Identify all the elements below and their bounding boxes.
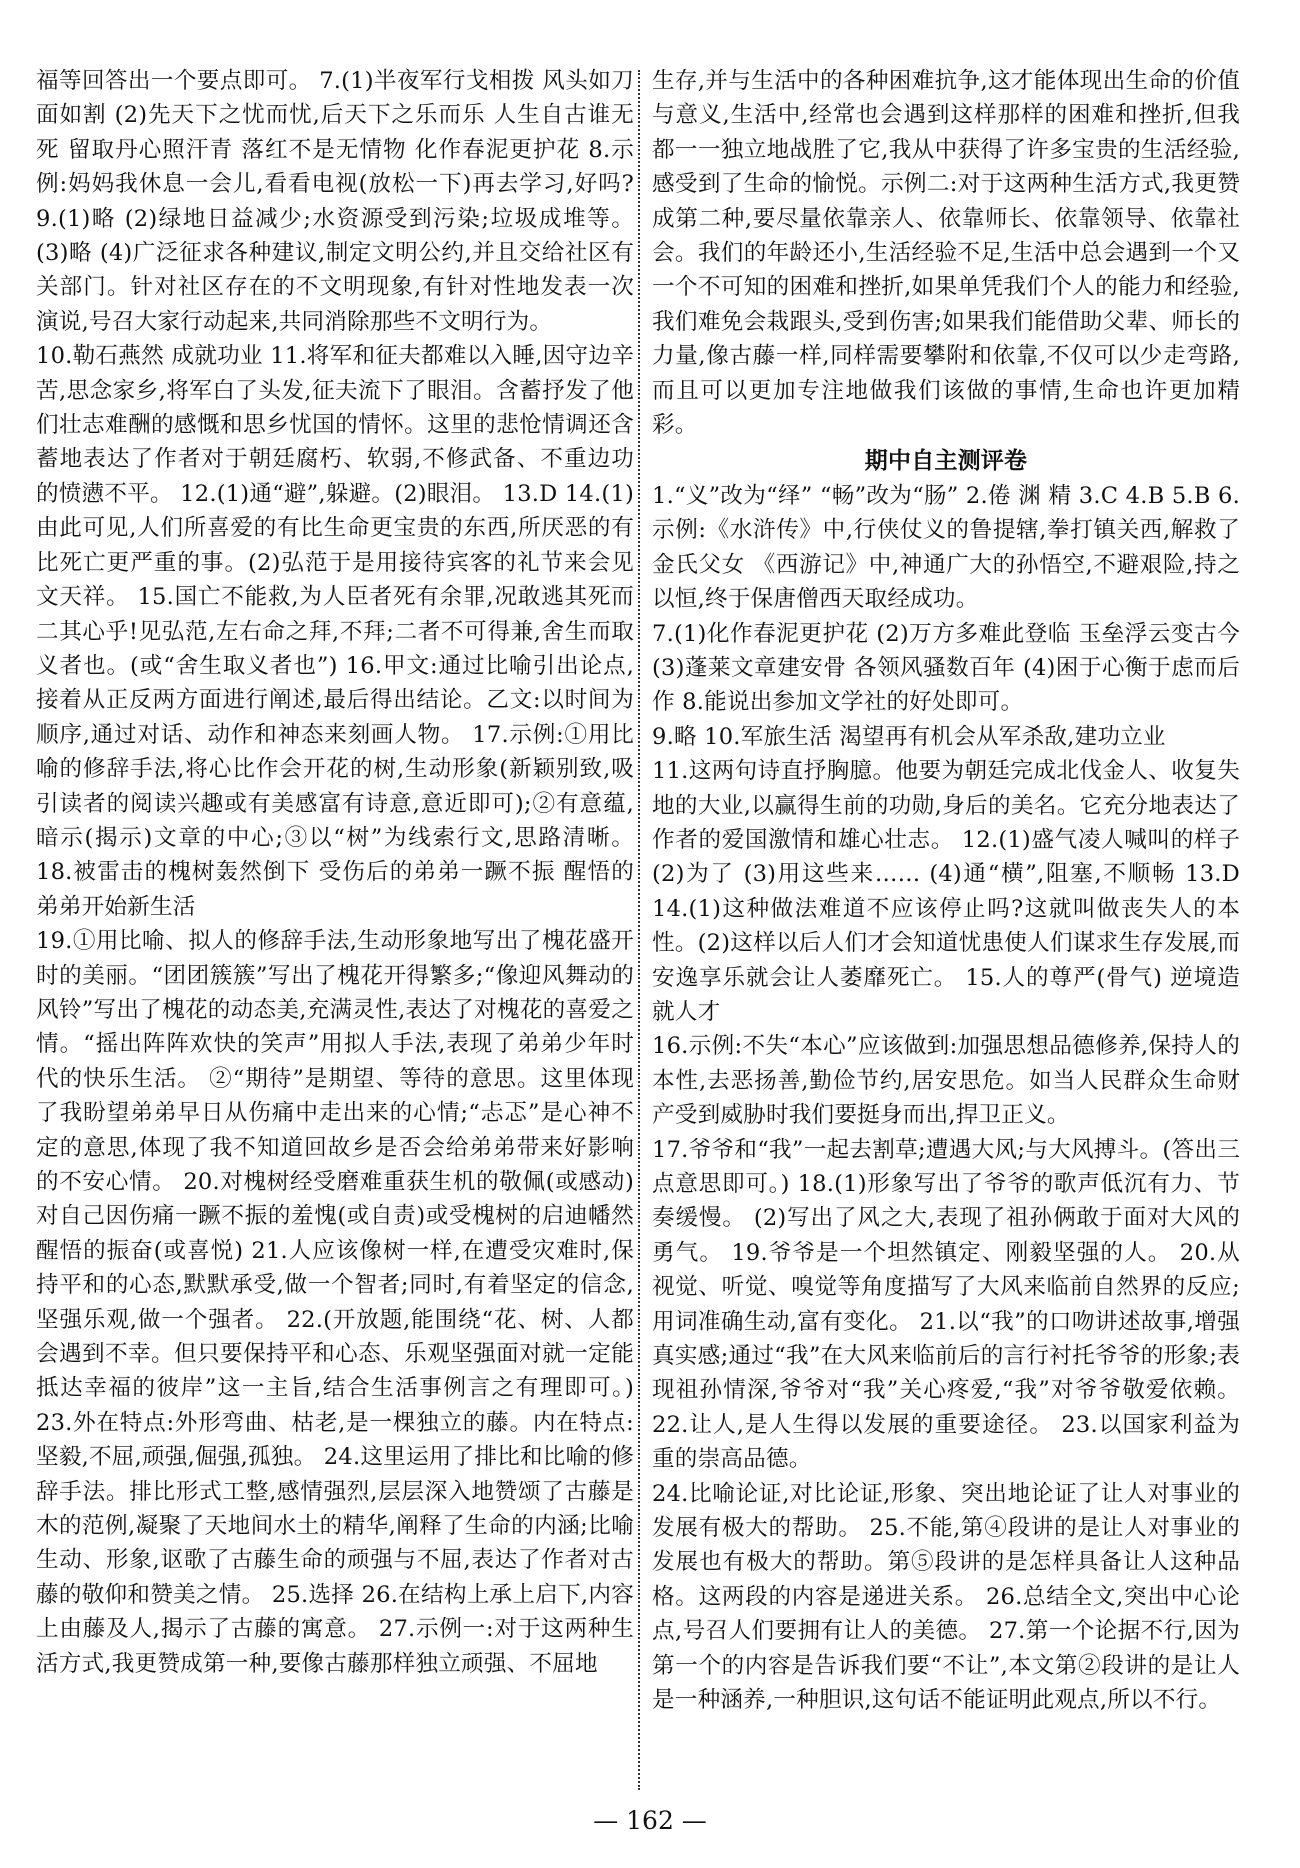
answer-paragraph: 19.①用比喻、拟人的修辞手法,生动形象地写出了槐花盛开时的美丽。“团团簇簇”写出了槐花开得繁多;“像迎风舞动的风铃”写出了槐花的动态美,充满灵性,表达了对槐花的喜爱之情。“摇出阵阵欢快的笑声”用拟人手法,表现了弟弟少年时代的快乐生活。 ②“期待”是期望、等待的意思。这里体现了我盼望弟弟早日从伤痛中走出来的心情;“忐忑”是心神不定的意思,体现了我不知道回故乡是否会给弟弟带来好影响的不安心情。 20.对槐树经受磨难重获生机的敬佩(或感动) 对自己因伤痛一蹶不振的羞愧(或自责)或受槐树的启迪幡然醒悟的振奋(或喜悦) 21.人应该像树一样,在遭受灾难时,保持平和的心态,默默承受,做一个智者;同时,有着坚定的信念,坚强乐观,做一个强者。 22.(开放题,能围绕“花、树、人都会遇到不幸。但只要保持平和心态、乐观坚强面对就一定能抵达幸福的彼岸”这一主旨,结合生活事例言之有理即可。) 23.外在特点:外形弯曲、枯老,是一棵独立的藤。内在特点:坚毅,不屈,顽强,倔强,孤独。 24.这里运用了排比和比喻的修辞手法。排比形式工整,感情强烈,层层深入地赞颂了古藤是木的范例,凝聚了天地间水土的精华,阐释了生命的内涵;比喻生动、形象,讴歌了古藤生命的顽强与不屈,表达了作者对古藤的敬仰和赞美之情。 25.选择 26.在结构上承上启下,内容上由藤及人,揭示了古藤的寓意。 27.示例一:对于这两种生活方式,我更赞成第一种,要像古藤那样独立顽强、不屈地 xyxy=(36,928,634,1677)
answer-paragraph: 福等回答出一个要点即可。 7.(1)半夜军行戈相拨 风头如刀面如割 (2)先天下之忧而忧,后天下之乐而乐 人生自古谁无死 留取丹心照汗青 落红不是无情物 化作春泥更护花 8.示例:妈妈我休息一会儿,看看电视(放松一下)再去学习,好吗? 9.(1)略 (2)绿地日益减少;水资源受到污染;垃圾成堆等。 (3)略 (4)广泛征求各种建议,制定文明公约,并且交给社区有关部门。针对社区存在的不文明现象,有针对性地发表一次演说,号召大家行动起来,共同消除那些不文明行为。 xyxy=(36,68,634,335)
section-title: 期中自主测评卷 xyxy=(864,448,1028,475)
answer-paragraph: 24.比喻论证,对比论证,形象、突出地论证了让人对事业的发展有极大的帮助。 25.不能,第④段讲的是让人对事业的发展也有极大的帮助。第⑤段讲的是怎样具备让人这种品格。这两段的内容是递进关系。 26.总结全文,突出中心论点,号召人们要拥有让人的美德。 27.第一个论据不行,因为第一个的内容是告诉我们要“不让”,本文第②段讲的是让人是一种涵养,一种胆识,这句话不能证明此观点,所以不行。 xyxy=(652,1480,1240,1714)
answer-paragraph: 生存,并与生活中的各种困难抗争,这才能体现出生命的价值与意义,生活中,经常也会遇到这样那样的困难和挫折,但我都一一独立地战胜了它,我从中获得了许多宝贵的生活经验,感受到了生命的愉悦。示例二:对于这两种生活方式,我更赞成第二种,要尽量依靠亲人、依靠师长、依靠领导、依靠社会。我们的年龄还小,生活经验不足,生活中总会遇到一个又一个不可知的困难和挫折,如果单凭我们个人的能力和经验,我们难免会栽跟头,受到伤害;如果我们能借助父辈、师长的力量,像古藤一样,同样需要攀附和依靠,不仅可以少走弯路,而且可以更加专注地做我们该做的事情,生命也许更加精彩。 xyxy=(652,68,1240,439)
answer-paragraph: 9.略 10.军旅生活 渴望再有机会从军杀敌,建功立业 xyxy=(652,723,1166,750)
answer-paragraph: 17.爷爷和“我”一起去割草;遭遇大风;与大风搏斗。(答出三点意思即可。) 18.(1)形象写出了爷爷的歌声低沉有力、节奏缓慢。 (2)写出了风之大,表现了祖孙俩敢于面对大风的勇气。 19.爷爷是一个坦然镇定、刚毅坚强的人。 20.从视觉、听觉、嗅觉等角度描写了大风来临前自然界的反应;用词准确生动,富有变化。 21.以“我”的口吻讲述故事,增强真实感;通过“我”在大风来临前后的言行衬托爷爷的形象;表现祖孙情深,爷爷对“我”关心疼爱,“我”对爷爷敬爱依赖。 22.让人,是人生得以发展的重要途径。 23.以国家利益为重的崇高品德。 xyxy=(652,1136,1240,1473)
answer-paragraph: 10.勒石燕然 成就功业 11.将军和征夫都难以入睡,因守边辛苦,思念家乡,将军白了头发,征夫流下了眼泪。含蓄抒发了他们壮志难酬的感慨和思乡忧国的情怀。这里的悲怆情调还含蓄地表达了作者对于朝廷腐朽、软弱,不修武备、不重边功的愤懑不平。 12.(1)通“避”,躲避。(2)眼泪。 13.D 14.(1)由此可见,人们所喜爱的有比生命更宝贵的东西,所厌恶的有比死亡更严重的事。(2)弘范于是用接待宾客的礼节来会见文天祥。 15.国亡不能救,为人臣者死有余罪,况敢逃其死而二其心乎!见弘范,左右命之拜,不拜;二者不可得兼,舍生而取义者也。(或“舍生取义者也”) 16.甲文:通过比喻引出论点,接着从正反两方面进行阐述,最后得出结论。乙文:以时间为顺序,通过对话、动作和神态来刻画人物。 17.示例:①用比喻的修辞手法,将心比作会开花的树,生动形象(新颖别致,吸引读者的阅读兴趣或有美感富有诗意,意近即可);②有意蕴,暗示(揭示)文章的中心;③以“树”为线索行文,思路清晰。 18.被雷击的槐树轰然倒下 受伤后的弟弟一蹶不振 醒悟的弟弟开始新生活 xyxy=(36,343,634,920)
answer-paragraph: 1.“义”改为“绎” “畅”改为“肠” 2.倦 渊 精 3.C 4.B 5.B 6.示例:《水浒传》中,行侠仗义的鲁提辖,拳打镇关西,解救了金氏父女 《西游记》中,神通广大的孙悟空,不避艰险,持之以恒,终于保唐僧西天取经成功。 xyxy=(652,482,1240,613)
column-divider xyxy=(638,70,640,1790)
answer-paragraph: 16.示例:不失“本心”应该做到:加强思想品德修养,保持人的本性,去恶扬善,勤俭节约,居安思危。如当人民群众生命财产受到威胁时我们要挺身而出,捍卫正义。 xyxy=(652,1033,1240,1129)
answer-paragraph: 11.这两句诗直抒胸臆。他要为朝廷完成北伐金人、收复失地的大业,以赢得生前的功勋,身后的美名。它充分地表达了作者的爱国激情和雄心壮志。 12.(1)盛气凌人喊叫的样子 (2)为了 (3)用这些来…… (4)通“横”,阻塞,不顺畅 13.D 14.(1)这种做法难道不应该停止吗?这就叫做丧失人的本性。(2)这样以后人们才会知道忧患使人们谋求生存发展,而安逸享乐就会让人萎靡死亡。 15.人的尊严(骨气) 逆境造就人才 xyxy=(652,758,1240,1025)
answer-paragraph: 7.(1)化作春泥更护花 (2)万方多难此登临 玉垒浮云变古今 (3)蓬莱文章建安骨 各领风骚数百年 (4)困于心衡于虑而后作 8.能说出参加文学社的好处即可。 xyxy=(652,620,1240,716)
page-number: — 162 — xyxy=(593,1806,707,1835)
left-column xyxy=(36,64,634,1681)
right-column xyxy=(652,64,1240,1718)
